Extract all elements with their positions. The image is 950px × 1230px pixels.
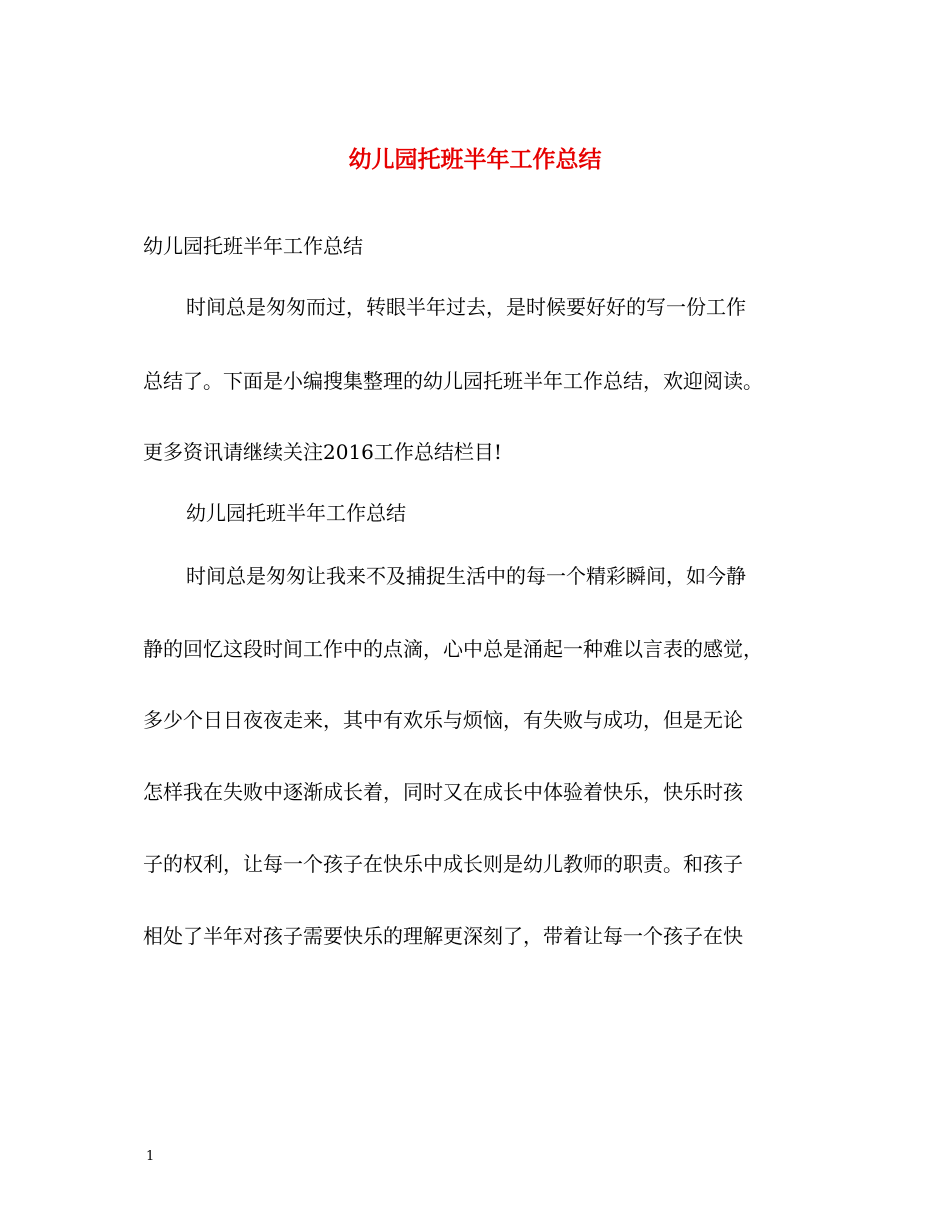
paragraph-line: 时间总是匆匆而过，转眼半年过去，是时候要好好的写一份工作 [186, 295, 746, 319]
paragraph-line: 静的回忆这段时间工作中的点滴，心中总是涌起一种难以言表的感觉， [143, 637, 763, 661]
paragraph-line: 子的权利，让每一个孩子在快乐中成长则是幼儿教师的职责。和孩子 [143, 852, 743, 876]
document-title: 幼儿园托班半年工作总结 [348, 146, 602, 173]
document-subtitle: 幼儿园托班半年工作总结 [143, 234, 363, 258]
paragraph-line: 相处了半年对孩子需要快乐的理解更深刻了，带着让每一个孩子在快 [143, 924, 743, 948]
section-heading: 幼儿园托班半年工作总结 [186, 501, 406, 525]
paragraph-line: 更多资讯请继续关注2016工作总结栏目! [143, 440, 502, 464]
paragraph-line: 怎样我在失败中逐渐成长着，同时又在成长中体验着快乐，快乐时孩 [143, 780, 743, 804]
paragraph-line: 时间总是匆匆让我来不及捕捉生活中的每一个精彩瞬间，如今静 [186, 564, 746, 588]
paragraph-line: 总结了。下面是小编搜集整理的幼儿园托班半年工作总结，欢迎阅读。 [143, 369, 763, 393]
page-number: 1 [146, 1149, 155, 1164]
paragraph-line: 多少个日日夜夜走来，其中有欢乐与烦恼，有失败与成功，但是无论 [143, 708, 743, 732]
